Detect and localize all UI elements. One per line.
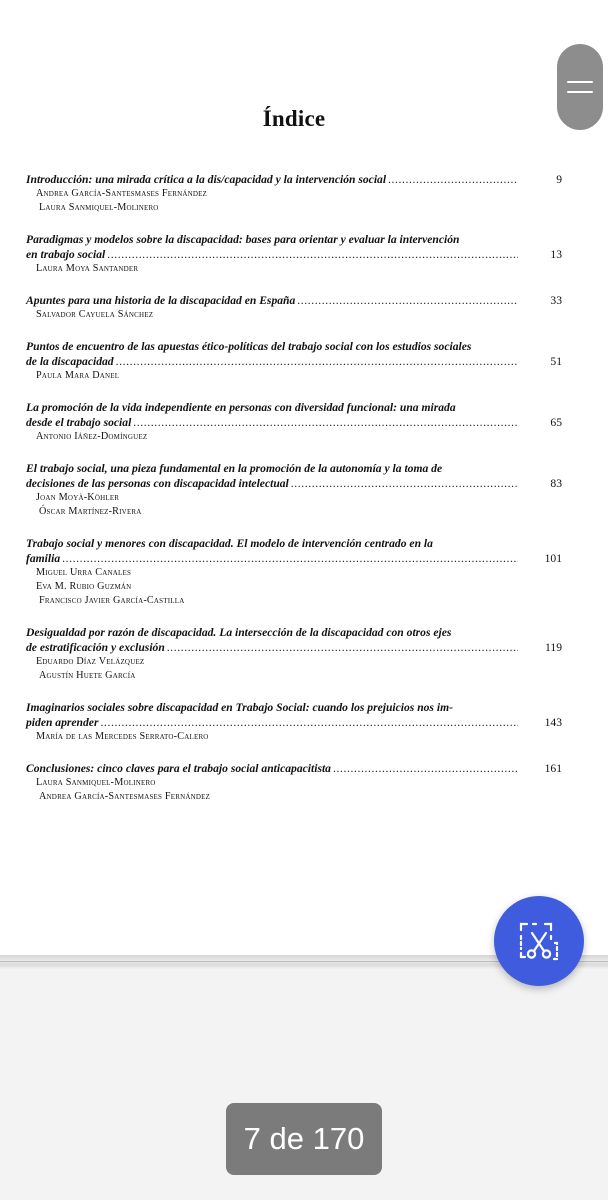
dot-leader <box>116 354 518 369</box>
toc-entry-title-last: de estratificación y exclusión <box>26 641 165 654</box>
toc-entry-title: Apuntes para una historia de la discapacidad en España <box>26 294 296 307</box>
toc-entry[interactable] <box>26 536 562 608</box>
crop-capture-button[interactable] <box>494 896 584 986</box>
toc-entry-title-last: decisiones de las personas con discapacidad intelectual <box>26 477 289 490</box>
toc-entry-page: 119 <box>545 641 562 654</box>
toc-entry-author: Andrea García-Santesmases Fernández <box>39 791 211 802</box>
dot-leader <box>297 293 518 308</box>
toc-entry-author: Joan Moyà-Köhler <box>36 492 120 503</box>
toc-entry-author: Laura Sanmiquel-Molinero <box>36 777 156 788</box>
toc-entry-author: Agustín Huete García <box>39 670 136 681</box>
toc-entry-line <box>26 551 562 566</box>
toc-entry-title-first: Puntos de encuentro de las apuestas ético-políticas del trabajo social con los estudios sociales <box>26 340 472 353</box>
toc-entry-title-first: Desigualdad por razón de discapacidad. La intersección de la discapacidad con otros ejes <box>26 626 452 639</box>
dot-leader <box>333 761 518 776</box>
toc-entry-author: Eva M. Rubio Guzmán <box>36 581 132 592</box>
toc-entry-page: 101 <box>544 552 562 565</box>
dot-leader <box>107 247 518 262</box>
toc-entry-line <box>26 640 562 655</box>
toc-entry-title-last: familia <box>26 552 61 565</box>
toc-entry-page: 143 <box>544 716 562 729</box>
toc-entry-author: Eduardo Díaz Velázquez <box>36 656 145 667</box>
dot-leader <box>100 715 518 730</box>
toc-entry-title-first: El trabajo social, una pieza fundamental en la promoción de la autonomía y la toma de <box>26 462 443 475</box>
toc-entry-line <box>26 415 562 430</box>
toc-entry-title: Conclusiones: cinco claves para el trabajo social anticapacitista <box>26 762 331 775</box>
toc-entry-line <box>26 715 562 730</box>
toc-entry-line <box>26 476 562 491</box>
toc-entry-author: Paula Mara Danel <box>36 370 120 381</box>
dot-leader <box>291 476 518 491</box>
toc-entry-line <box>26 172 562 187</box>
dot-leader <box>133 415 518 430</box>
toc-entry-page: 83 <box>550 477 562 490</box>
toc-entry-page: 9 <box>556 173 562 186</box>
dot-leader <box>388 172 518 187</box>
toc-entry-author: Miguel Urra Canales <box>36 567 132 578</box>
page-title: Índice <box>262 106 326 131</box>
toc-entry[interactable] <box>26 461 562 519</box>
toc-entry-page: 161 <box>544 762 562 775</box>
toc-entry-title-last: piden aprender <box>26 716 99 729</box>
hamburger-menu-icon <box>567 81 593 93</box>
toc-entry-title-first: Paradigmas y modelos sobre la discapacidad: bases para orientar y evaluar la intervención <box>26 233 460 246</box>
toc-entry[interactable] <box>26 761 562 804</box>
toc-entry-page: 51 <box>550 355 562 368</box>
toc-entry[interactable] <box>26 700 562 744</box>
toc-entry-author: María de las Mercedes Serrato-Calero <box>36 731 209 742</box>
toc-entry-author: Andrea García-Santesmases Fernández <box>36 188 208 199</box>
toc-entry[interactable] <box>26 339 562 383</box>
table-of-contents <box>26 172 562 821</box>
toc-entry[interactable] <box>26 232 562 276</box>
toc-entry-title-first: Imaginarios sociales sobre discapacidad en Trabajo Social: cuando los prejuicios nos im- <box>26 701 453 714</box>
toc-entry-title-first: La promoción de la vida independiente en personas con diversidad funcional: una mirada <box>26 401 456 414</box>
dot-leader <box>62 551 518 566</box>
toc-entry[interactable] <box>26 625 562 683</box>
toc-entry-line <box>26 247 562 262</box>
toc-entry-line <box>26 354 562 369</box>
toc-entry[interactable] <box>26 400 562 444</box>
toc-entry-author: Francisco Javier García-Castilla <box>39 595 185 606</box>
dot-leader <box>167 640 518 655</box>
toc-entry-author: Óscar Martínez-Rivera <box>39 506 142 517</box>
toc-entry-author: Laura Sanmiquel-Molinero <box>39 202 159 213</box>
toc-entry[interactable] <box>26 172 562 215</box>
toc-entry-author: Salvador Cayuela Sánchez <box>36 309 154 320</box>
toc-entry-line <box>26 293 562 308</box>
toc-entry-line <box>26 761 562 776</box>
toc-entry[interactable] <box>26 293 562 322</box>
toc-entry-title-last: en trabajo social <box>26 248 106 261</box>
toc-entry-title-last: de la discapacidad <box>26 355 114 368</box>
crop-scissors-icon <box>517 919 561 963</box>
toc-entry-title-first: Trabajo social y menores con discapacidad. El modelo de intervención centrado en la <box>26 537 433 550</box>
toc-entry-page: 33 <box>550 294 562 307</box>
toc-entry-title-last: desde el trabajo social <box>26 416 132 429</box>
toc-entry-author: Antonio Iáñez-Domínguez <box>36 431 148 442</box>
toc-entry-page: 13 <box>550 248 562 261</box>
toc-entry-page: 65 <box>550 416 562 429</box>
menu-button[interactable] <box>557 44 603 130</box>
page-counter: 7 de 170 <box>226 1103 382 1175</box>
toc-entry-author: Laura Moya Santander <box>36 263 139 274</box>
toc-entry-title: Introducción: una mirada crítica a la dis/capacidad y la intervención social <box>26 173 387 186</box>
